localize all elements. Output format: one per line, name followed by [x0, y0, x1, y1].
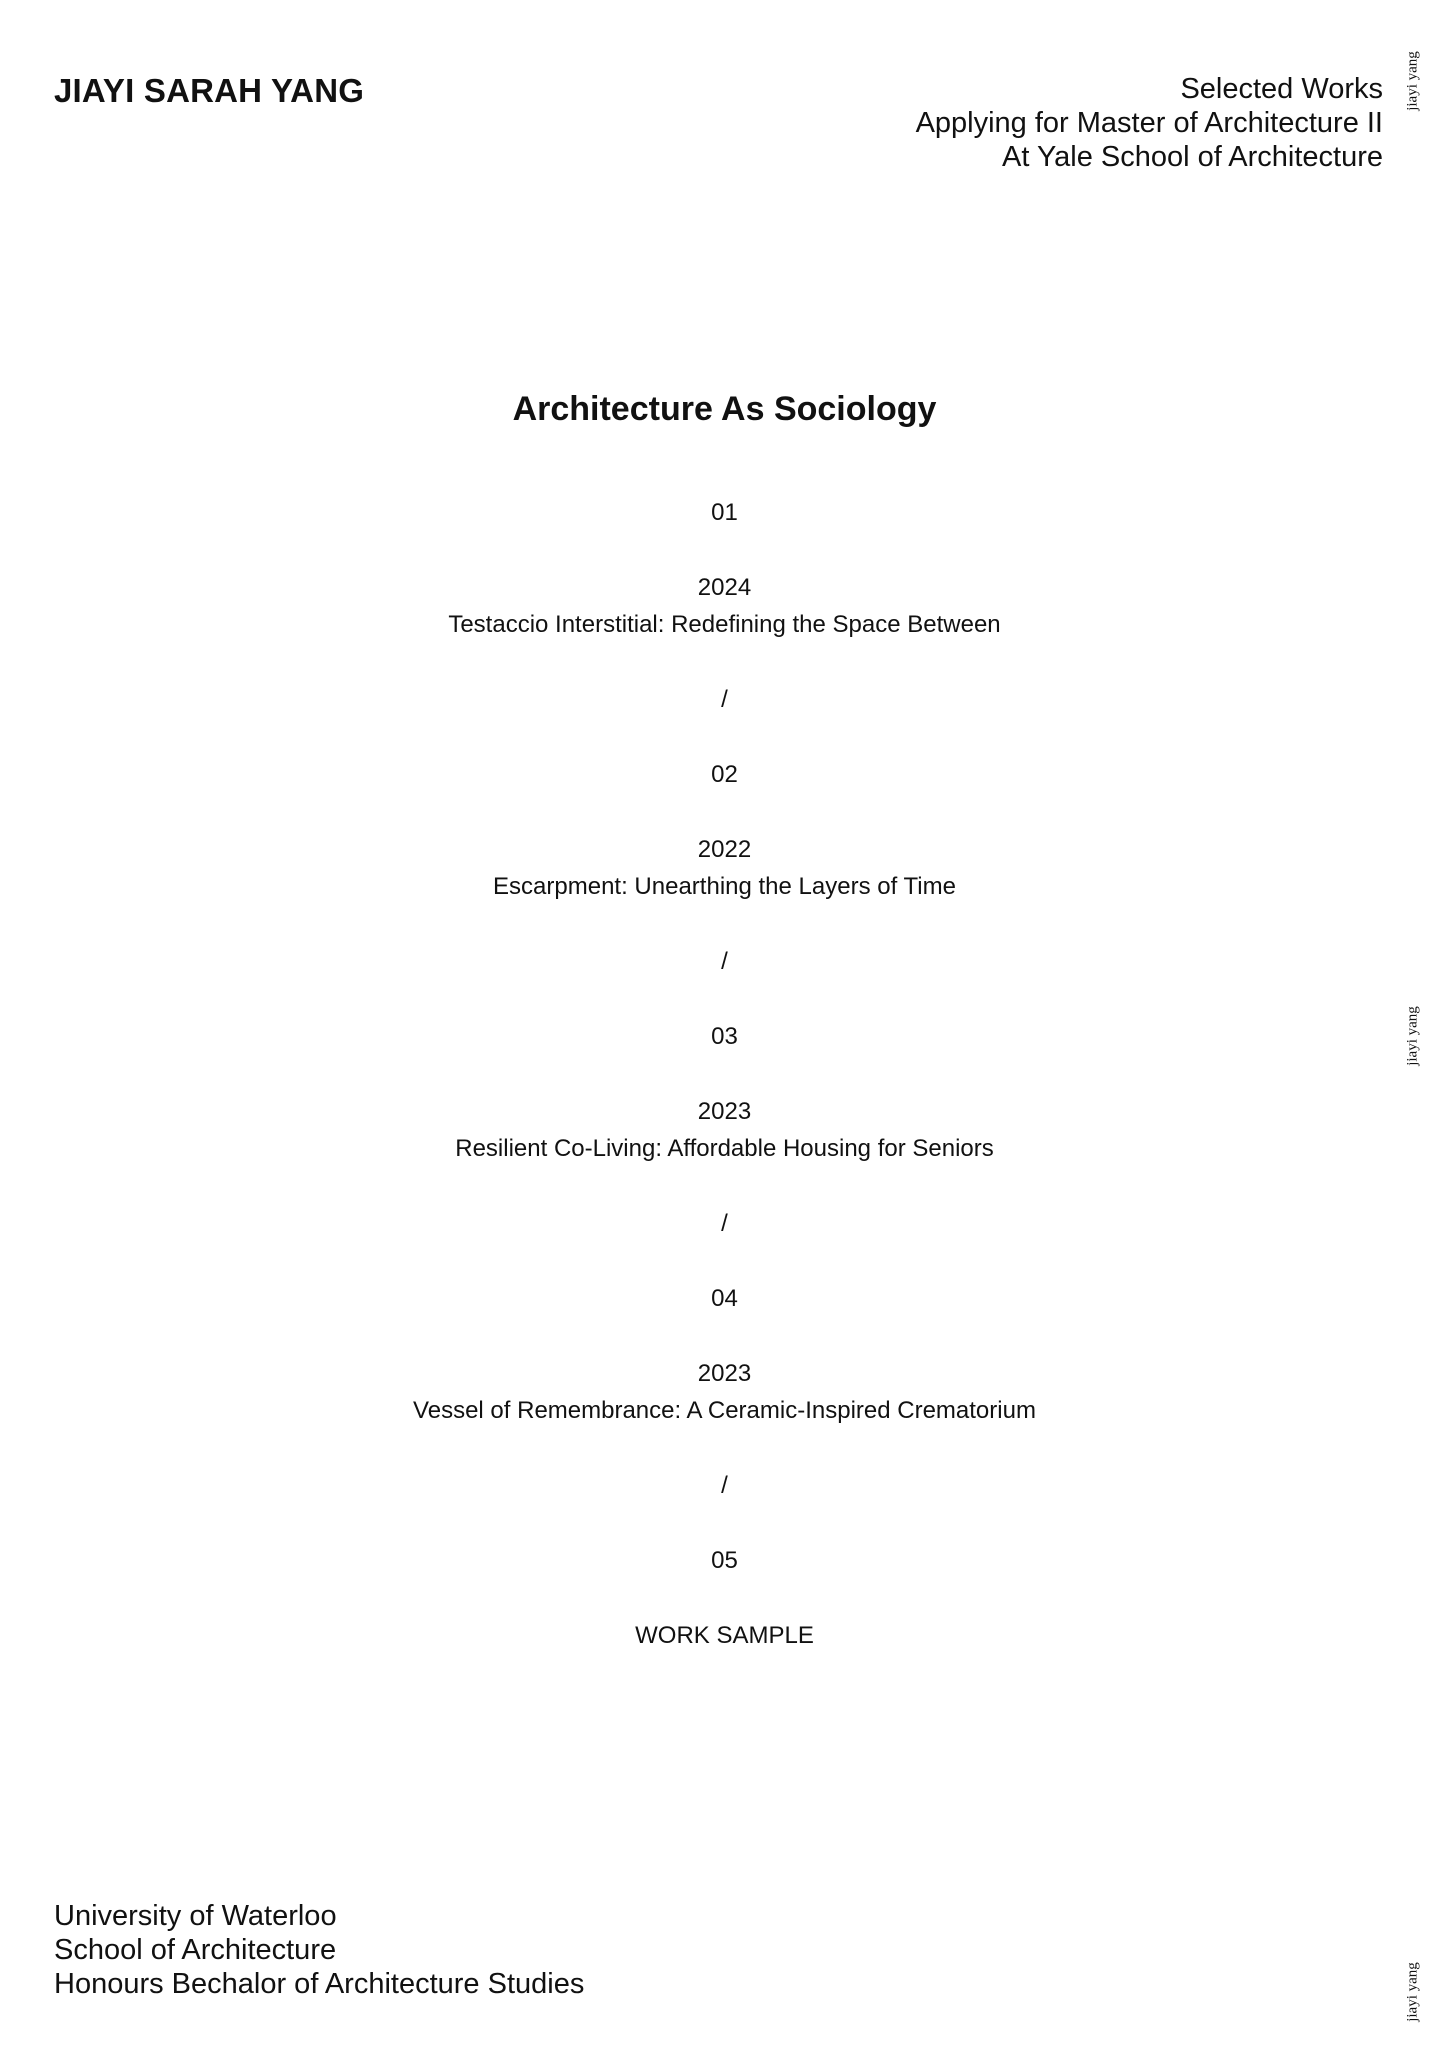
toc-separator: /	[721, 1472, 728, 1499]
toc-entry	[0, 1018, 1449, 1167]
footer-line-university: University of Waterloo	[54, 1900, 337, 1932]
footer-line-degree: Honours Bechalor of Architecture Studies	[54, 1968, 585, 2000]
toc-entry-title: Escarpment: Unearthing the Layers of Time	[493, 873, 956, 900]
header-line-school: At Yale School of Architecture	[1002, 141, 1383, 173]
toc-entry-title: Vessel of Remembrance: A Ceramic-Inspired Crematorium	[413, 1397, 1036, 1424]
toc-entry	[0, 1542, 1449, 1654]
side-watermark-text: jiayi yang	[1404, 51, 1421, 111]
side-watermark-text: jiayi yang	[1404, 1962, 1421, 2022]
footer-line-school: School of Architecture	[54, 1934, 337, 1966]
toc-entry-year: 2022	[697, 836, 752, 863]
toc-separator: /	[721, 948, 728, 975]
toc-entry-number: 01	[711, 499, 738, 526]
toc-entry	[0, 1280, 1449, 1429]
toc-entry-title: Resilient Co-Living: Affordable Housing for Seniors	[455, 1135, 994, 1162]
toc-entry-year: 2024	[697, 574, 752, 601]
footer-institution	[54, 1899, 584, 2001]
toc-entry-label: WORK SAMPLE	[635, 1622, 814, 1649]
toc-entry-number: 02	[711, 761, 738, 788]
toc-entry-number: 04	[711, 1285, 738, 1312]
header-line-selected-works: Selected Works	[1180, 73, 1383, 105]
side-watermark-text: jiayi yang	[1404, 1006, 1421, 1066]
toc-separator: /	[721, 1210, 728, 1237]
toc-entry	[0, 494, 1449, 643]
toc-entry	[0, 756, 1449, 905]
toc-entry-number: 05	[711, 1547, 738, 1574]
toc-separator: /	[721, 686, 728, 713]
header-info	[916, 72, 1383, 174]
toc-entry-year: 2023	[697, 1098, 752, 1125]
table-of-contents	[0, 494, 1449, 1654]
toc-entry-number: 03	[711, 1023, 738, 1050]
author-name: JIAYI SARAH YANG	[54, 72, 365, 109]
toc-entry-year: 2023	[697, 1360, 752, 1387]
page-title: Architecture As Sociology	[512, 390, 937, 428]
header-line-program: Applying for Master of Architecture II	[915, 107, 1383, 139]
toc-entry-title: Testaccio Interstitial: Redefining the Space Between	[448, 611, 1001, 638]
